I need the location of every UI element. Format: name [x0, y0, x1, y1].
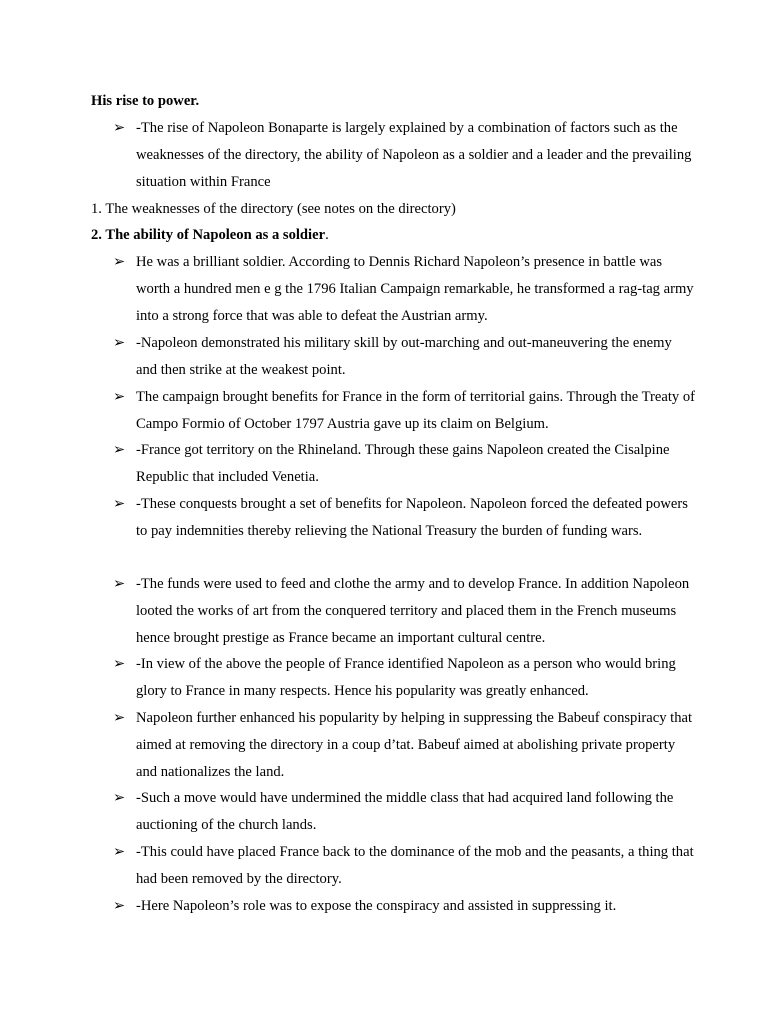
- bullet-icon: ➢: [113, 576, 126, 592]
- bullet-icon: ➢: [113, 335, 126, 351]
- point-2-tail: .: [325, 227, 329, 243]
- intro-list-item: -The rise of Napoleon Bonaparte is largely explained by a combination of factors such as the weaknesses of the directory, the ability of Napoleon as a soldier and a leader and the prevailing situation within France: [136, 120, 692, 190]
- list-item: -France got territory on the Rhineland. Through these gains Napoleon created the Cisalpine Republic that included Venetia.: [136, 442, 670, 485]
- bullet-icon: ➢: [113, 898, 126, 914]
- bullet-icon: ➢: [113, 389, 126, 405]
- bullet-icon: ➢: [113, 254, 126, 270]
- bullet-icon: ➢: [113, 120, 126, 136]
- list-item: Napoleon further enhanced his popularity by helping in suppressing the Babeuf conspiracy that aimed at removing the directory in a coup d’tat. Babeuf aimed at abolishing private property and nationalizes the land.: [136, 710, 693, 780]
- list-item: -Here Napoleon’s role was to expose the conspiracy and assisted in suppressing it.: [136, 898, 617, 914]
- point-2: [91, 222, 329, 249]
- list-item: He was a brilliant soldier. According to Dennis Richard Napoleon’s presence in battle was worth a hundred men e g the 1796 Italian Campaign remarkable, he transformed a rag-tag army into a strong force that was able to defeat the Austrian army.: [136, 254, 694, 324]
- list-item: -Napoleon demonstrated his military skill by out-marching and out-maneuvering the enemy and then strike at the weakest point.: [136, 335, 672, 378]
- point-2-title: 2. The ability of Napoleon as a soldier: [91, 227, 326, 243]
- bullet-icon: ➢: [113, 442, 126, 458]
- bullet-icon: ➢: [113, 790, 126, 806]
- list-item: -These conquests brought a set of benefits for Napoleon. Napoleon forced the defeated powers to pay indemnities thereby relieving the National Treasury the burden of funding wars.: [136, 496, 688, 539]
- list-item: -This could have placed France back to the dominance of the mob and the peasants, a thing that had been removed by the directory.: [136, 844, 694, 887]
- bullet-icon: ➢: [113, 710, 126, 726]
- list-item: -Such a move would have undermined the middle class that had acquired land following the auctioning of the church lands.: [136, 790, 674, 833]
- list-item: -The funds were used to feed and clothe the army and to develop France. In addition Napoleon looted the works of art from the conquered territory and placed them in the French museums hence brought prestige as France became an important cultural centre.: [136, 576, 690, 646]
- bullet-icon: ➢: [113, 656, 126, 672]
- bullet-icon: ➢: [113, 496, 126, 512]
- point-1: 1. The weaknesses of the directory (see notes on the directory): [91, 201, 456, 217]
- section-heading: His rise to power.: [91, 93, 200, 109]
- bullet-icon: ➢: [113, 844, 126, 860]
- list-item: -In view of the above the people of France identified Napoleon as a person who would bring glory to France in many respects. Hence his popularity was greatly enhanced.: [136, 656, 676, 699]
- list-item: The campaign brought benefits for France in the form of territorial gains. Through the Treaty of Campo Formio of October 1797 Austria gave up its claim on Belgium.: [136, 389, 696, 432]
